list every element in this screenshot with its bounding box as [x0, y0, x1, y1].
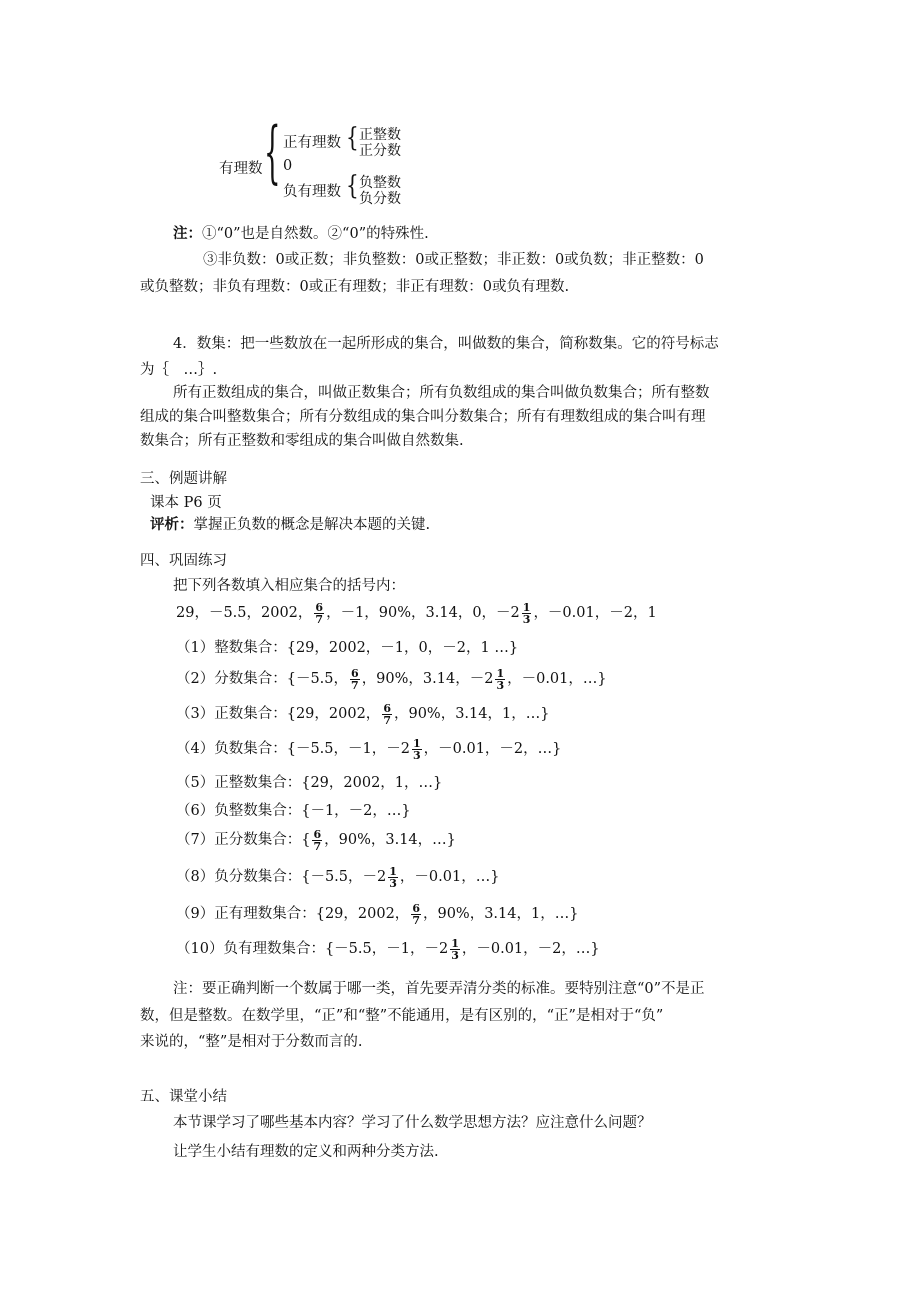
- set-members: {29，2002，: [286, 706, 381, 722]
- practice-note-line-2: 数，但是整数。在数学里，“正”和“整”不能通用，是有区别的，“正”是相对于“负”: [140, 1008, 664, 1024]
- summary-line-1: 本节课学习了哪些基本内容？学习了什么数学思想方法？应注意什么问题？: [173, 1115, 652, 1131]
- example-analysis: [150, 513, 430, 534]
- set-positive-rationals: [176, 902, 578, 926]
- set-members: ，90%，3.14，1，…}: [422, 906, 579, 922]
- tree-negative-integer: 负整数: [359, 175, 401, 191]
- set-members: ，－0.01，…}: [399, 869, 500, 885]
- fraction-numerator: 1: [451, 936, 459, 950]
- fraction-denominator: 7: [412, 913, 420, 927]
- fraction-six-sevenths: [312, 829, 322, 852]
- section4-line-4: 组成的集合叫整数集合；所有分数组成的集合叫分数集合；所有有理数组成的集合叫有理: [140, 409, 706, 425]
- set-members: ，90%，3.14，1，…}: [393, 706, 550, 722]
- fraction-denominator: 3: [451, 948, 459, 962]
- set-members: {－5.5，－2: [301, 869, 387, 885]
- fraction-numerator: 1: [522, 600, 531, 614]
- number-list: [176, 601, 657, 625]
- section4-line-1: 4．数集：把一些数放在一起所形成的集合，叫做数的集合，简称数集。它的符号标志: [173, 336, 719, 352]
- fraction-denominator: 7: [383, 713, 391, 727]
- fraction-one-third: [412, 738, 422, 761]
- note-line-3: 或负整数；非负有理数：0或正有理数；非正有理数：0或负有理数.: [140, 279, 570, 295]
- fraction-denominator: 3: [412, 748, 421, 762]
- set-integers: [176, 636, 518, 657]
- example-heading: 三、例题讲解: [140, 471, 227, 487]
- set-fractions: [176, 667, 607, 691]
- set-members: ，－0.01，－2，…}: [423, 741, 562, 757]
- fraction-denominator: 3: [389, 876, 397, 890]
- set-label: （9）正有理数集合：: [176, 906, 316, 922]
- section4-line-3: 所有正数组成的集合，叫做正数集合；所有负数组成的集合叫做负数集合；所有整数: [173, 385, 710, 401]
- note-label: 注：: [173, 225, 202, 242]
- fraction-numerator: 1: [412, 736, 421, 750]
- set-positive-integers: [176, 771, 442, 792]
- analysis-label: 评析：: [150, 516, 194, 533]
- fraction-numerator: 1: [389, 864, 397, 878]
- tree-negative-label: 负有理数: [283, 184, 341, 200]
- fraction-six-sevenths: [314, 602, 324, 625]
- practice-intro: 把下列各数填入相应集合的括号内：: [173, 578, 405, 594]
- set-members: {－1，－2，…}: [301, 803, 411, 819]
- number-list-part-b: ，－1，90%，3.14，0，－2: [326, 605, 520, 621]
- set-members: {29，2002，: [315, 906, 410, 922]
- set-members: ，－0.01，－2，…}: [461, 941, 600, 957]
- root-brace-icon: {: [264, 115, 281, 193]
- set-negative-fractions: [176, 865, 499, 889]
- set-negative: [176, 737, 561, 761]
- number-list-part-a: 29，－5.5，2002，: [176, 605, 313, 621]
- set-label: （6）负整数集合：: [176, 803, 302, 819]
- set-members: ，－0.01，…}: [507, 671, 607, 687]
- fraction-six-sevenths: [350, 668, 360, 691]
- example-book-ref: 课本 P6 页: [150, 495, 222, 511]
- fraction-six-sevenths: [411, 903, 421, 926]
- set-members: {－5.5，－1，－2: [286, 741, 410, 757]
- note-line-2: ③非负数：0或正数；非负整数：0或正整数；非正数：0或负数；非正整数：0: [203, 252, 704, 268]
- set-members: ，90%，3.14，…}: [324, 832, 456, 848]
- set-positive: [176, 702, 549, 726]
- fraction-numerator: 6: [313, 827, 322, 841]
- analysis-text: 掌握正负数的概念是解决本题的关键.: [193, 517, 431, 533]
- practice-heading: 四、巩固练习: [140, 553, 227, 569]
- fraction-numerator: 1: [496, 666, 505, 680]
- set-members: {－5.5，－1，－2: [324, 941, 449, 957]
- set-label: （7）正分数集合：: [176, 832, 302, 848]
- fraction-one-third: [522, 602, 532, 625]
- set-positive-fractions: [176, 828, 456, 852]
- set-label: （8）负分数集合：: [176, 869, 302, 885]
- fraction-numerator: 6: [315, 600, 324, 614]
- set-label: （5）正整数集合：: [176, 775, 302, 791]
- set-negative-rationals: [176, 937, 600, 961]
- set-negative-integers: [176, 799, 411, 820]
- fraction-numerator: 6: [351, 666, 359, 680]
- fraction-denominator: 7: [315, 612, 324, 626]
- section4-line-2: 为｛ …｝.: [140, 362, 218, 378]
- set-members: {－5.5，: [286, 671, 349, 687]
- practice-note-line-3: 来说的，“整”是相对于分数而言的.: [140, 1034, 363, 1050]
- fraction-numerator: 6: [412, 901, 420, 915]
- tree-positive-integer: 正整数: [359, 127, 401, 143]
- set-members: {29，2002，1，…}: [301, 775, 443, 791]
- number-list-part-c: ，－0.01，－2，1: [533, 605, 657, 621]
- fraction-denominator: 3: [522, 612, 531, 626]
- tree-negative-fraction: 负分数: [359, 191, 401, 207]
- set-label: （2）分数集合：: [176, 671, 287, 687]
- set-label: （10）负有理数集合：: [176, 941, 325, 957]
- fraction-one-third: [388, 866, 398, 889]
- tree-positive-label: 正有理数: [283, 135, 341, 151]
- positive-brace-icon: {: [346, 121, 359, 153]
- summary-heading: 五、课堂小结: [140, 1089, 227, 1105]
- fraction-denominator: 3: [496, 678, 505, 692]
- set-members: {: [301, 832, 311, 848]
- tree-zero-label: 0: [283, 158, 293, 174]
- fraction-six-sevenths: [382, 703, 392, 726]
- summary-line-2: 让学生小结有理数的定义和两种分类方法.: [173, 1144, 439, 1160]
- set-label: （3）正数集合：: [176, 706, 287, 722]
- fraction-numerator: 6: [383, 701, 391, 715]
- fraction-one-third: [495, 668, 505, 691]
- tree-root-label: 有理数: [219, 161, 263, 177]
- section4-line-5: 数集合；所有正整数和零组成的集合叫做自然数集.: [140, 433, 464, 449]
- fraction-denominator: 7: [313, 839, 322, 853]
- fraction-one-third: [450, 938, 460, 961]
- note-line-1: [173, 222, 429, 243]
- note-line-1-text: ①“0”也是自然数。②“0”的特殊性.: [202, 226, 429, 242]
- negative-brace-icon: {: [346, 169, 359, 201]
- tree-positive-fraction: 正分数: [359, 143, 401, 159]
- set-label: （1）整数集合：: [176, 640, 287, 656]
- set-members: ，90%，3.14，－2: [361, 671, 494, 687]
- set-label: （4）负数集合：: [176, 741, 287, 757]
- set-members: {29，2002，－1，0，－2，1 …}: [286, 640, 519, 656]
- practice-note-line-1: 注：要正确判断一个数属于哪一类，首先要弄清分类的标准。要特别注意“0”不是正: [173, 981, 705, 997]
- fraction-denominator: 7: [351, 678, 359, 692]
